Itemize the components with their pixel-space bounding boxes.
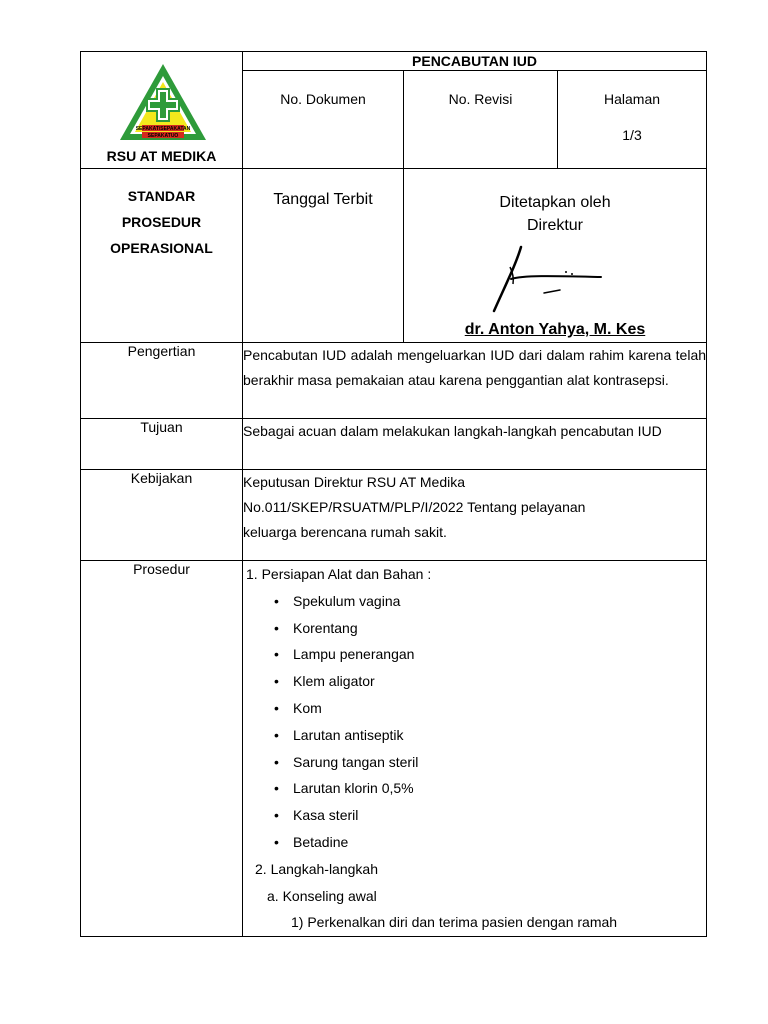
logo-text-1: SEPAKAT/SEPAKATAN (135, 126, 191, 132)
list-item: • Spekulum vagina (243, 588, 706, 615)
definition-text: Pencabutan IUD adalah mengeluarkan IUD dari dalam rahim karena telah berakhir masa pemakaian atau karena penggantian alat kontrasepsi. (243, 343, 707, 419)
procedure-step-2a: a. Konseling awal (267, 887, 377, 904)
purpose-text: Sebagai acuan dalam melakukan langkah-langkah pencabutan IUD (243, 419, 707, 470)
list-item: • Sarung tangan steril (243, 749, 706, 776)
equipment-list (243, 588, 706, 856)
approved-by-line-2: Direktur (527, 217, 584, 234)
sop-title (81, 169, 242, 261)
policy-line-1: Keputusan Direktur RSU AT Medika (243, 474, 466, 490)
sop-title-line-1: STANDAR (127, 188, 196, 204)
document-title: PENCABUTAN IUD (243, 52, 707, 71)
hospital-logo (118, 62, 208, 144)
logo-text-2: SEPAKATUO (147, 133, 179, 139)
list-item: • Larutan antiseptik (243, 722, 706, 749)
list-item: • Larutan klorin 0,5% (243, 775, 706, 802)
logo-cell (81, 52, 243, 169)
issue-date-label: Tanggal Terbit (273, 191, 373, 208)
page-cell (558, 71, 707, 169)
policy-label: Kebijakan (81, 470, 243, 561)
procedure-step-2: 2. Langkah-langkah (255, 860, 378, 877)
policy-text (243, 470, 707, 561)
list-item: • Klem aligator (243, 668, 706, 695)
organization-name: RSU AT MEDIKA (106, 148, 217, 164)
page-label: Halaman (603, 91, 661, 108)
signature-image (486, 239, 636, 315)
sop-title-cell (81, 169, 243, 343)
policy-line-2: No.011/SKEP/RSUATM/PLP/I/2022 Tentang pelayanan (243, 499, 586, 515)
list-item: • Kasa steril (243, 802, 706, 829)
procedure-text (243, 561, 707, 937)
doc-number-label: No. Dokumen (280, 91, 366, 108)
purpose-label: Tujuan (81, 419, 243, 470)
page-value: 1/3 (622, 127, 642, 144)
list-item: • Korentang (243, 615, 706, 642)
list-item: • Kom (243, 695, 706, 722)
revision-label: No. Revisi (448, 91, 513, 108)
procedure-label: Prosedur (81, 561, 243, 937)
policy-line-3: keluarga berencana rumah sakit. (243, 524, 447, 540)
sop-table (80, 51, 707, 937)
list-item: • Lampu penerangan (243, 641, 706, 668)
doc-number-cell (243, 71, 404, 169)
revision-cell (404, 71, 558, 169)
procedure-step-1: 1. Persiapan Alat dan Bahan : (246, 566, 432, 582)
sop-document (80, 51, 706, 937)
signer-name: dr. Anton Yahya, M. Kes (464, 321, 646, 338)
list-item: • Betadine (243, 829, 706, 856)
sop-title-line-2: PROSEDUR (121, 214, 202, 230)
definition-label: Pengertian (81, 343, 243, 419)
sop-title-line-3: OPERASIONAL (110, 240, 213, 256)
approved-by-line-1: Ditetapkan oleh (499, 194, 611, 211)
approval-block (404, 169, 706, 341)
issue-date-cell (243, 169, 404, 343)
approval-cell (404, 169, 707, 343)
procedure-step-2a-1: 1) Perkenalkan diri dan terima pasien dengan ramah (291, 914, 618, 931)
